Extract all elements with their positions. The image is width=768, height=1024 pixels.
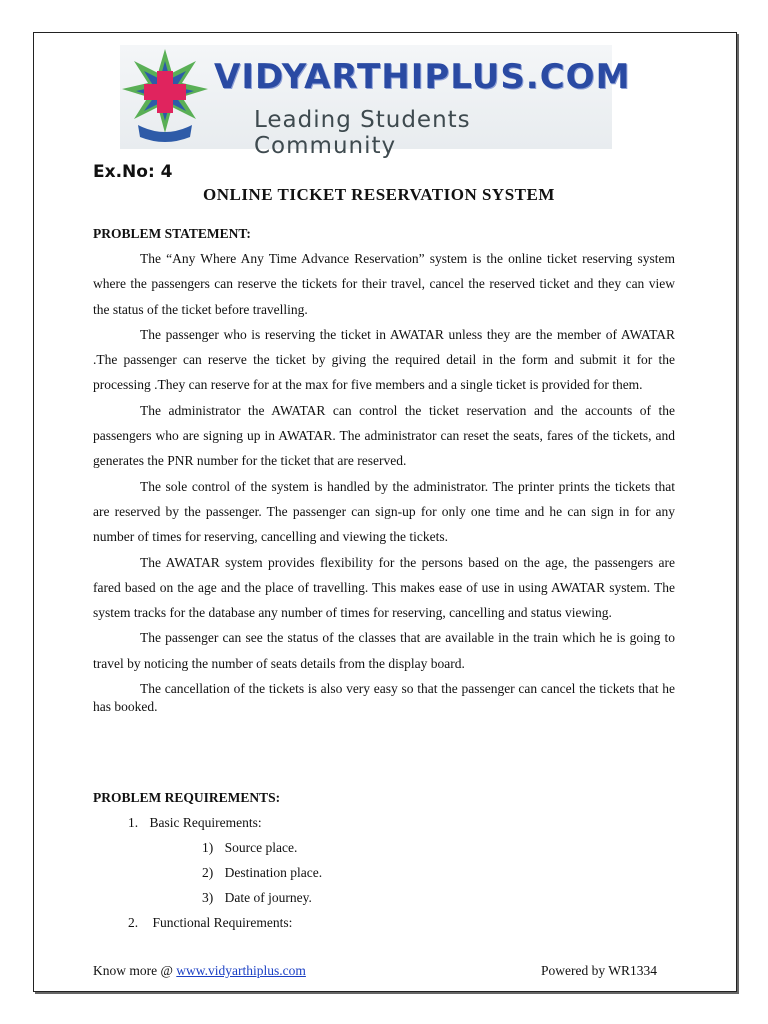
list-number: 1) [202,840,214,855]
list-number: 3) [202,890,214,905]
problem-statement-body [93,246,675,716]
paragraph: The sole control of the system is handled by the administrator. The printer prints the tickets that are reserved by the passenger. The passenger can sign-up for only one time and he can sign in for any number of times for reserving, cancelling and viewing the tickets. [93,478,675,545]
list-number: 1. [128,815,139,830]
list-item [202,885,312,910]
list-item [128,810,262,835]
footer-link[interactable]: www.vidyarthiplus.com [176,963,306,978]
list-item [202,835,297,860]
paragraph: The cancellation of the tickets is also very easy so that the passenger can cancel the tickets that he has booked. [93,681,675,715]
paragraph: The “Any Where Any Time Advance Reservation” system is the online ticket reserving system where the passengers can reserve the tickets for their travel, cancel the reserved ticket and they can view the status of the ticket before travelling. [93,251,675,317]
footer-powered-by: Powered by WR1334 [541,963,657,978]
paragraph: The passenger who is reserving the ticket in AWATAR unless they are the member of AWATAR .The passenger can reserve the ticket by giving the required detail in the form and submit it for the processing .They can reserve for at the max for five members and a single ticket is provided for them. [93,326,675,393]
list-text: Functional Requirements: [152,915,293,930]
problem-statement-heading: PROBLEM STATEMENT: [93,226,251,241]
paragraph: The administrator the AWATAR can control the ticket reservation and the accounts of the passengers who are signing up in AWATAR. The administrator can reset the seats, fares of the tickets, and generates the PNR number for the ticket that are reserved. [93,402,675,469]
list-text: Source place. [224,840,298,855]
list-text: Destination place. [224,865,323,880]
list-item [128,910,292,935]
paragraph: The passenger can see the status of the classes that are available in the train which he is going to travel by noticing the number of seats details from the display board. [93,630,675,671]
logo-banner [120,45,631,159]
brand-name: VIDYARTHIPLUS.COM [214,57,631,97]
list-text: Date of journey. [224,890,312,905]
problem-requirements-heading: PROBLEM REQUIREMENTS: [93,790,281,805]
paragraph: The AWATAR system provides flexibility for the persons based on the age, the passengers are fared based on the age and the place of travelling. This makes ease of use in using AWATAR system. The system tracks for the database any number of times for reserving, cancelling and status viewing. [93,554,675,621]
footer-label: Know more @ [93,963,177,978]
list-text: Basic Requirements: [149,815,262,830]
list-number: 2. [128,915,139,930]
list-number: 2) [202,865,214,880]
footer-know-more [93,963,306,979]
vidyarthiplus-emblem-icon [120,47,210,147]
exercise-number: Ex.No: 4 [93,162,173,182]
brand-tagline: Leading Students Community [254,107,471,159]
document-title: ONLINE TICKET RESERVATION SYSTEM [203,185,555,204]
list-item [202,860,322,885]
